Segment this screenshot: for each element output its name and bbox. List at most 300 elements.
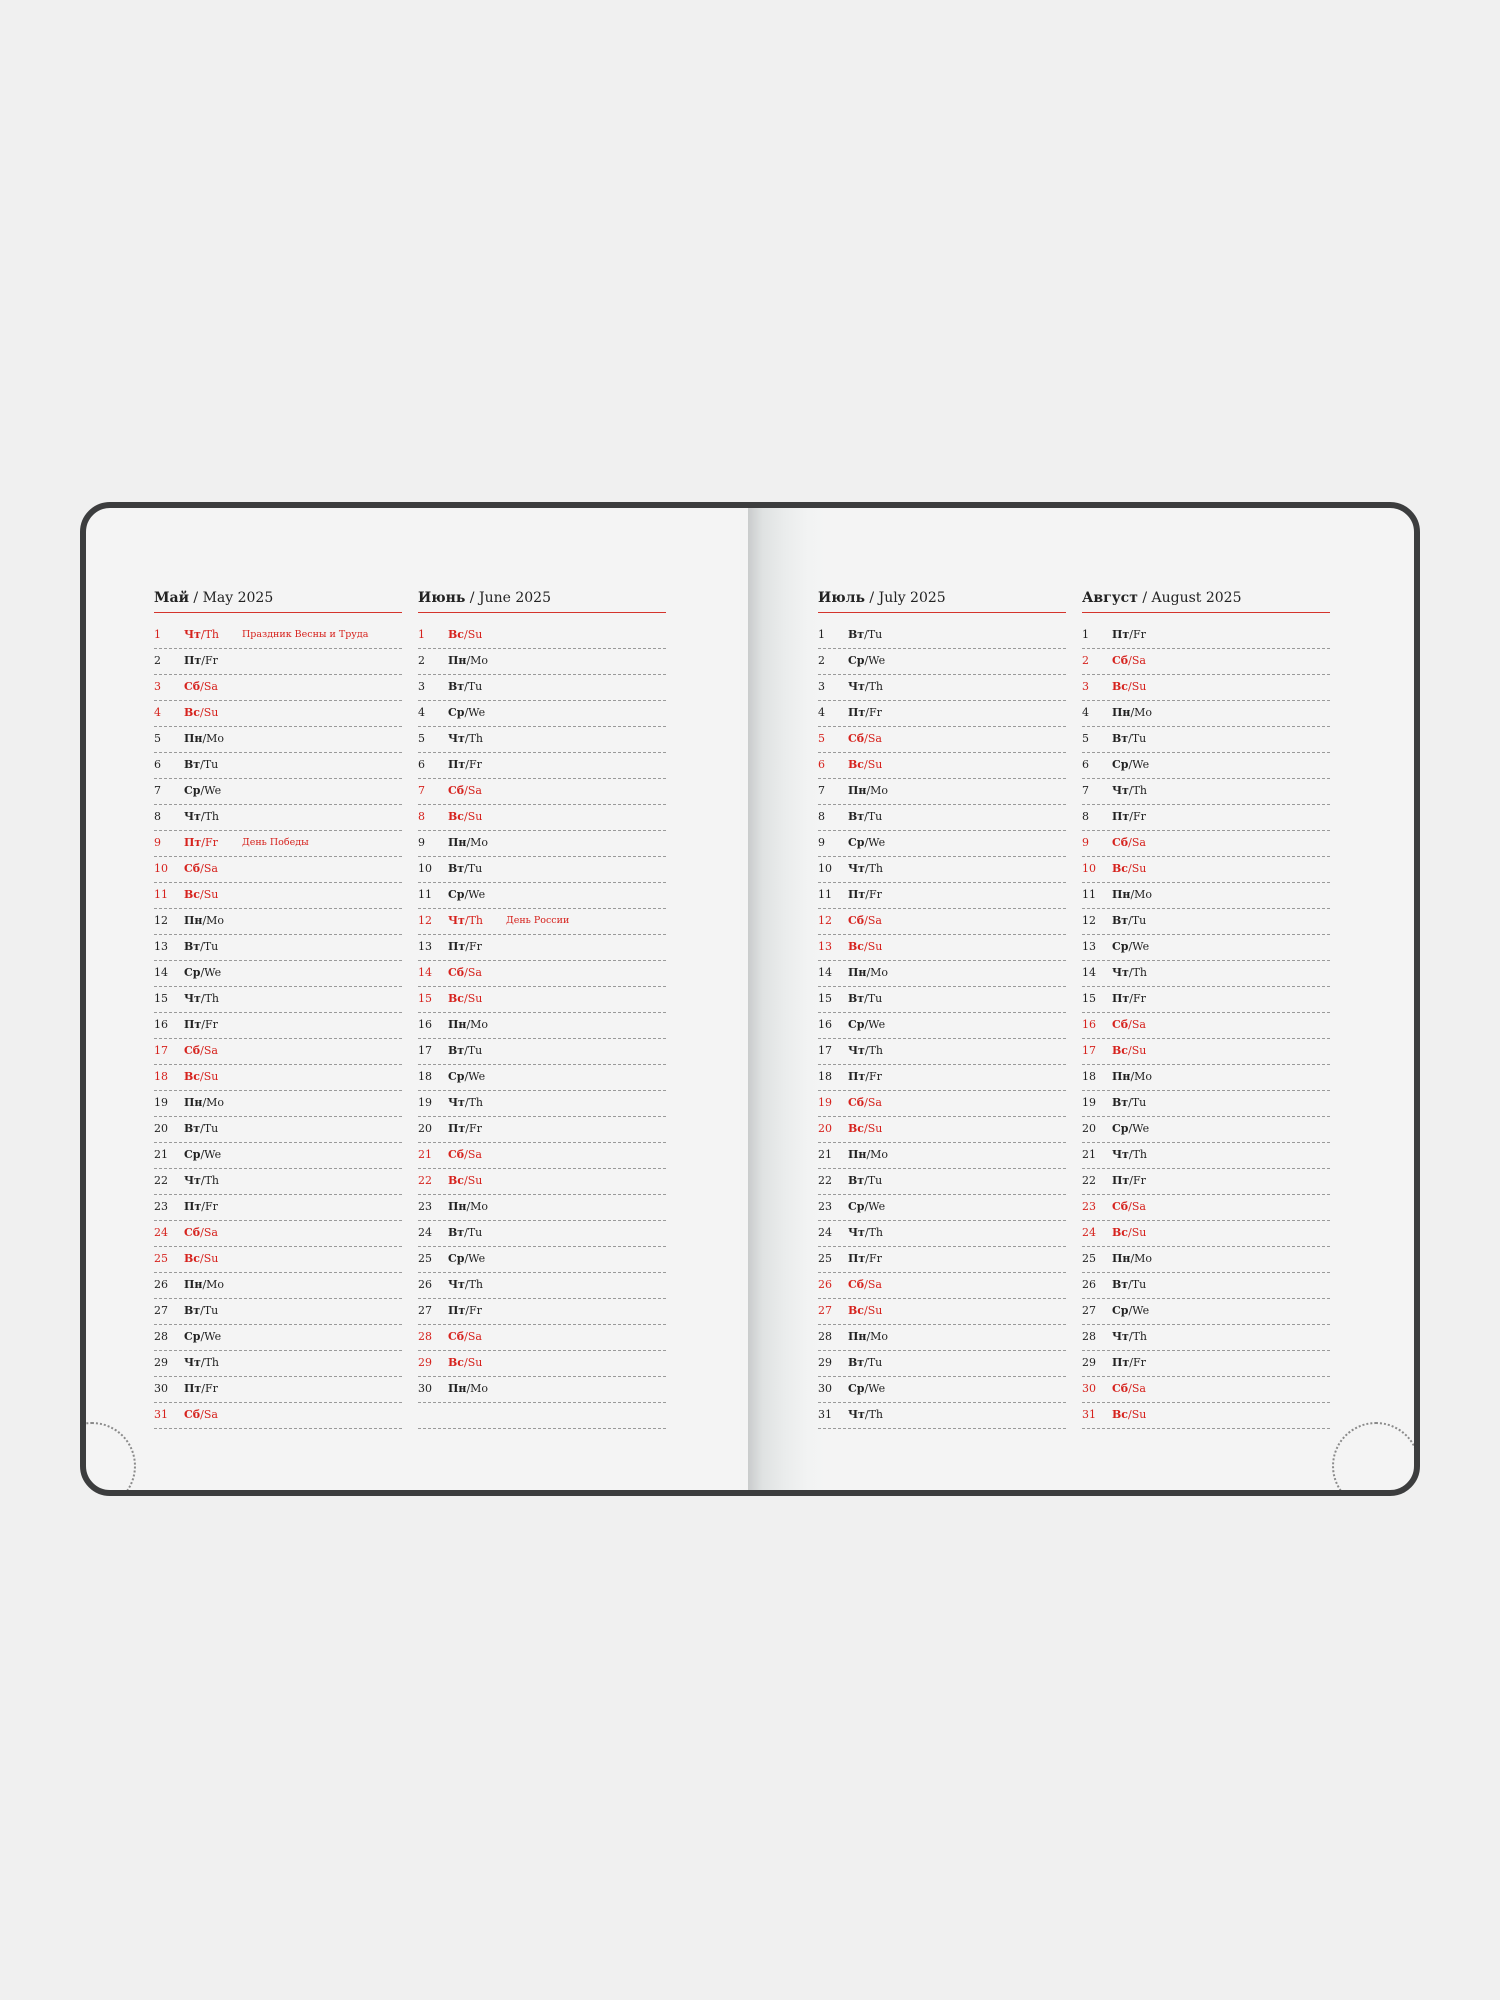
weekday-ru: Вт [448,862,465,875]
weekday: Вс/Su [848,758,883,771]
weekday: Ср/We [448,706,486,719]
weekday-en: Sa [203,680,218,693]
day-row[interactable] [818,1169,1066,1195]
weekday-ru: Пн [184,1278,203,1291]
day-row[interactable] [818,987,1066,1013]
day-row[interactable] [818,1013,1066,1039]
day-row[interactable] [1082,805,1330,831]
day-number: 13 [154,940,168,953]
day-number: 5 [154,732,161,745]
day-row[interactable] [818,753,1066,779]
day-row[interactable] [1082,1117,1330,1143]
day-row[interactable] [418,1273,666,1299]
day-row[interactable] [818,1039,1066,1065]
weekday-ru: Сб [848,914,865,927]
weekday-en: Th [868,1226,884,1239]
weekday-en: Su [203,706,219,719]
day-row[interactable] [1082,1377,1330,1403]
day-row[interactable] [418,935,666,961]
weekday: Сб/Sa [1112,836,1146,849]
weekday: Сб/Sa [448,966,482,979]
weekday-ru: Вт [448,1044,465,1057]
day-number: 4 [818,706,825,719]
day-number: 31 [1082,1408,1096,1421]
day-number: 17 [1082,1044,1096,1057]
day-number: 15 [418,992,432,1005]
weekday-en: We [468,1070,486,1083]
weekday: Пт/Fr [184,1382,218,1395]
weekday: Пт/Fr [1112,1356,1146,1369]
weekday-en: Mo [870,1330,889,1343]
weekday: Ср/We [848,1382,886,1395]
weekday: Пт/Fr [848,1070,882,1083]
weekday: Вс/Su [1112,680,1147,693]
weekday: Вт/Tu [448,1044,483,1057]
day-row[interactable] [154,649,402,675]
weekday-en: Mo [1134,1252,1153,1265]
day-row[interactable] [154,1169,402,1195]
day-row[interactable] [418,1091,666,1117]
day-number: 29 [1082,1356,1096,1369]
day-row[interactable] [154,623,402,649]
day-row[interactable] [1082,1221,1330,1247]
day-number: 16 [154,1018,168,1031]
weekday-en: Su [467,1356,483,1369]
day-row[interactable] [818,857,1066,883]
day-row[interactable] [1082,623,1330,649]
day-number: 30 [1082,1382,1096,1395]
weekday-ru: Вс [448,810,464,823]
day-row[interactable] [1082,1351,1330,1377]
day-row[interactable] [154,857,402,883]
day-row[interactable] [818,1221,1066,1247]
day-row[interactable] [1082,1039,1330,1065]
day-row[interactable] [154,1117,402,1143]
day-row[interactable] [1082,779,1330,805]
day-row[interactable] [818,805,1066,831]
day-row[interactable] [1082,1195,1330,1221]
day-row[interactable] [154,1247,402,1273]
planner-spread [80,502,1420,1496]
day-row[interactable] [418,675,666,701]
day-row[interactable] [154,1351,402,1377]
weekday: Пт/Fr [448,1304,482,1317]
day-row[interactable] [154,1065,402,1091]
weekday-ru: Вс [848,758,864,771]
day-number: 1 [154,628,161,641]
day-number: 20 [1082,1122,1096,1135]
weekday: Чт/Th [184,810,220,823]
weekday-en: Fr [868,1252,882,1265]
weekday-ru: Вт [848,810,865,823]
weekday: Пн/Mo [848,966,889,979]
day-row[interactable] [818,831,1066,857]
day-number: 13 [1082,940,1096,953]
day-row[interactable] [418,1403,666,1429]
day-row[interactable] [418,987,666,1013]
weekday: Сб/Sa [848,1096,882,1109]
day-row[interactable] [1082,1403,1330,1429]
day-row[interactable] [154,753,402,779]
day-row[interactable] [818,883,1066,909]
day-row[interactable] [154,1143,402,1169]
day-number: 29 [154,1356,168,1369]
day-number: 31 [818,1408,832,1421]
day-row[interactable] [418,1377,666,1403]
day-row[interactable] [418,883,666,909]
day-number: 26 [1082,1278,1096,1291]
day-row[interactable] [1082,1091,1330,1117]
weekday: Пт/Fr [848,888,882,901]
day-number: 9 [418,836,425,849]
weekday-en: Tu [467,1044,483,1057]
weekday-en: Tu [203,940,219,953]
day-row[interactable] [1082,1065,1330,1091]
weekday-ru: Сб [448,1148,465,1161]
day-row[interactable] [818,1351,1066,1377]
day-row[interactable] [418,701,666,727]
weekday-ru: Сб [184,680,201,693]
day-row[interactable] [418,1221,666,1247]
day-list [418,623,666,1429]
weekday-ru: Чт [184,628,201,641]
day-row[interactable] [1082,857,1330,883]
day-row[interactable] [154,1273,402,1299]
weekday-en: Su [467,810,483,823]
weekday: Пн/Mo [184,732,225,745]
weekday-ru: Пн [848,1330,867,1343]
day-row[interactable] [818,1143,1066,1169]
day-row[interactable] [154,1195,402,1221]
weekday-en: Tu [867,992,883,1005]
day-number: 1 [818,628,825,641]
day-row[interactable] [1082,1013,1330,1039]
day-row[interactable] [154,883,402,909]
day-row[interactable] [418,1351,666,1377]
weekday-en: Tu [203,1304,219,1317]
day-row[interactable] [818,675,1066,701]
weekday: Пт/Fr [184,1018,218,1031]
day-row[interactable] [418,1065,666,1091]
weekday-en: We [1132,758,1150,771]
weekday-en: We [468,706,486,719]
weekday: Ср/We [448,1070,486,1083]
day-row[interactable] [154,701,402,727]
weekday-en: Mo [470,654,489,667]
day-row[interactable] [154,935,402,961]
day-number: 19 [418,1096,432,1109]
day-row[interactable] [418,623,666,649]
weekday-en: We [868,1018,886,1031]
day-row[interactable] [1082,649,1330,675]
weekday: Ср/We [1112,1122,1150,1135]
day-row[interactable] [1082,961,1330,987]
weekday-en: Th [204,810,220,823]
day-row[interactable] [1082,1299,1330,1325]
day-number: 18 [818,1070,832,1083]
weekday-ru: Ср [184,1330,201,1343]
weekday: Ср/We [448,888,486,901]
weekday-ru: Чт [184,1356,201,1369]
day-number: 28 [818,1330,832,1343]
day-row[interactable] [154,961,402,987]
day-row[interactable] [154,1221,402,1247]
day-row[interactable] [154,831,402,857]
weekday-en: Tu [867,810,883,823]
weekday: Ср/We [184,1148,222,1161]
weekday-ru: Пн [1112,706,1131,719]
weekday-en: We [204,1148,222,1161]
day-row[interactable] [1082,909,1330,935]
day-row[interactable] [418,727,666,753]
day-row[interactable] [1082,987,1330,1013]
weekday-en: Th [204,1356,220,1369]
day-number: 23 [418,1200,432,1213]
day-row[interactable] [418,961,666,987]
day-number: 21 [418,1148,432,1161]
day-number: 1 [1082,628,1089,641]
day-row[interactable] [418,1013,666,1039]
day-number: 14 [418,966,432,979]
weekday-en: Sa [1131,1382,1146,1395]
day-row[interactable] [1082,1143,1330,1169]
day-row[interactable] [418,779,666,805]
day-row[interactable] [154,675,402,701]
day-row[interactable] [418,1195,666,1221]
weekday: Чт/Th [848,680,884,693]
day-row[interactable] [1082,701,1330,727]
weekday: Пт/Fr [184,1200,218,1213]
weekday-en: Th [1132,966,1148,979]
weekday-ru: Вт [184,940,201,953]
weekday: Ср/We [848,836,886,849]
day-row[interactable] [818,649,1066,675]
day-row[interactable] [818,909,1066,935]
weekday-ru: Чт [184,992,201,1005]
weekday-en: We [204,966,222,979]
day-row[interactable] [818,1091,1066,1117]
weekday-ru: Пн [448,836,467,849]
weekday: Пн/Mo [448,1382,489,1395]
day-row[interactable] [418,1299,666,1325]
day-number: 10 [818,862,832,875]
day-number: 4 [154,706,161,719]
weekday-en: Sa [1131,654,1146,667]
weekday-ru: Вс [1112,1408,1128,1421]
weekday-ru: Вс [848,1304,864,1317]
day-row[interactable] [818,1299,1066,1325]
weekday-en: Fr [204,1200,218,1213]
day-row[interactable] [418,805,666,831]
month-column-august [1082,588,1330,1429]
weekday-ru: Пн [848,784,867,797]
day-row[interactable] [418,909,666,935]
weekday-ru: Вт [184,758,201,771]
day-row[interactable] [418,831,666,857]
weekday: Чт/Th [848,1226,884,1239]
day-row[interactable] [154,779,402,805]
weekday: Пт/Fr [1112,628,1146,641]
weekday-en: Th [468,914,484,927]
weekday-ru: Пт [184,1382,202,1395]
day-row[interactable] [1082,831,1330,857]
month-column-june [418,588,666,1429]
day-row[interactable] [418,1325,666,1351]
day-number: 3 [418,680,425,693]
weekday-en: Tu [467,680,483,693]
weekday-ru: Вт [1112,1096,1129,1109]
day-row[interactable] [154,1325,402,1351]
weekday-ru: Пт [448,1122,466,1135]
day-row[interactable] [818,727,1066,753]
day-row[interactable] [418,1247,666,1273]
weekday-en: Fr [468,940,482,953]
day-row[interactable] [1082,727,1330,753]
day-row[interactable] [154,1013,402,1039]
day-number: 14 [154,966,168,979]
weekday-ru: Чт [848,680,865,693]
day-row[interactable] [1082,675,1330,701]
corner-dotted-arc-right [1332,1422,1420,1496]
day-row[interactable] [154,909,402,935]
weekday-ru: Пт [448,1304,466,1317]
day-row[interactable] [1082,883,1330,909]
weekday: Вс/Su [448,1356,483,1369]
weekday-en: Mo [206,1096,225,1109]
weekday-en: Su [1131,1408,1147,1421]
day-row[interactable] [818,935,1066,961]
month-name-ru: Июль [818,590,865,606]
day-number: 27 [154,1304,168,1317]
day-row[interactable] [818,961,1066,987]
weekday-ru: Ср [1112,1304,1129,1317]
weekday-en: Th [204,1174,220,1187]
day-row[interactable] [154,1299,402,1325]
day-row[interactable] [154,805,402,831]
weekday-en: Th [468,1278,484,1291]
weekday: Ср/We [184,784,222,797]
weekday-en: Su [203,888,219,901]
day-number: 22 [154,1174,168,1187]
day-row[interactable] [1082,1247,1330,1273]
weekday: Чт/Th [1112,966,1148,979]
weekday: Вс/Su [848,1122,883,1135]
day-row[interactable] [154,987,402,1013]
day-row[interactable] [818,1377,1066,1403]
day-row[interactable] [418,1169,666,1195]
day-row[interactable] [418,753,666,779]
weekday: Вс/Su [1112,1044,1147,1057]
day-number: 15 [154,992,168,1005]
day-row[interactable] [818,701,1066,727]
corner-dotted-arc-left [80,1422,136,1496]
day-row[interactable] [818,1195,1066,1221]
day-number: 2 [418,654,425,667]
day-number: 5 [1082,732,1089,745]
day-row[interactable] [818,1247,1066,1273]
weekday: Сб/Sa [1112,1018,1146,1031]
day-row[interactable] [154,727,402,753]
day-row[interactable] [818,623,1066,649]
weekday-en: Tu [867,1356,883,1369]
weekday-en: Th [868,862,884,875]
weekday-en: Su [867,1304,883,1317]
weekday-ru: Вт [848,992,865,1005]
day-number: 21 [154,1148,168,1161]
weekday: Пн/Mo [184,1096,225,1109]
weekday-en: Sa [203,1226,218,1239]
day-row[interactable] [1082,1169,1330,1195]
day-number: 16 [818,1018,832,1031]
weekday-en: Mo [206,732,225,745]
day-row[interactable] [818,779,1066,805]
weekday: Сб/Sa [184,1408,218,1421]
weekday-en: Fr [1132,992,1146,1005]
day-row[interactable] [1082,1273,1330,1299]
month-header: Август / August 2025 [1082,588,1330,613]
day-row[interactable] [154,1091,402,1117]
day-number: 17 [418,1044,432,1057]
day-row[interactable] [818,1403,1066,1429]
weekday-en: Fr [1132,810,1146,823]
day-row[interactable] [818,1117,1066,1143]
day-row[interactable] [818,1065,1066,1091]
weekday: Ср/We [448,1252,486,1265]
weekday-en: Fr [1132,628,1146,641]
weekday-ru: Ср [184,1148,201,1161]
day-list [154,623,402,1429]
weekday-ru: Вт [848,1356,865,1369]
weekday-en: We [1132,1304,1150,1317]
day-number: 16 [418,1018,432,1031]
month-name-en: August 2025 [1151,590,1242,606]
weekday-ru: Чт [848,1226,865,1239]
weekday-ru: Ср [1112,758,1129,771]
weekday: Сб/Sa [184,680,218,693]
weekday: Пт/Fr [1112,1174,1146,1187]
day-row[interactable] [154,1039,402,1065]
weekday-en: Mo [206,1278,225,1291]
day-number: 9 [1082,836,1089,849]
weekday: Пт/Fr [848,1252,882,1265]
day-row[interactable] [818,1273,1066,1299]
weekday: Вт/Tu [848,628,883,641]
weekday-ru: Вт [848,628,865,641]
weekday-ru: Сб [848,1096,865,1109]
day-row[interactable] [154,1377,402,1403]
day-row[interactable] [818,1325,1066,1351]
day-row[interactable] [154,1403,402,1429]
weekday-ru: Сб [1112,1018,1129,1031]
day-row[interactable] [1082,1325,1330,1351]
day-row[interactable] [418,649,666,675]
day-number: 20 [818,1122,832,1135]
day-row[interactable] [418,1117,666,1143]
weekday: Вт/Tu [184,940,219,953]
day-row[interactable] [1082,935,1330,961]
day-row[interactable] [1082,753,1330,779]
weekday-ru: Пт [184,1018,202,1031]
weekday: Ср/We [1112,758,1150,771]
day-row[interactable] [418,857,666,883]
day-row[interactable] [418,1039,666,1065]
weekday-ru: Вс [448,1174,464,1187]
weekday-en: Mo [470,1382,489,1395]
weekday: Вт/Tu [448,680,483,693]
weekday: Чт/Th [448,914,484,927]
weekday-ru: Сб [448,1330,465,1343]
day-row[interactable] [418,1143,666,1169]
